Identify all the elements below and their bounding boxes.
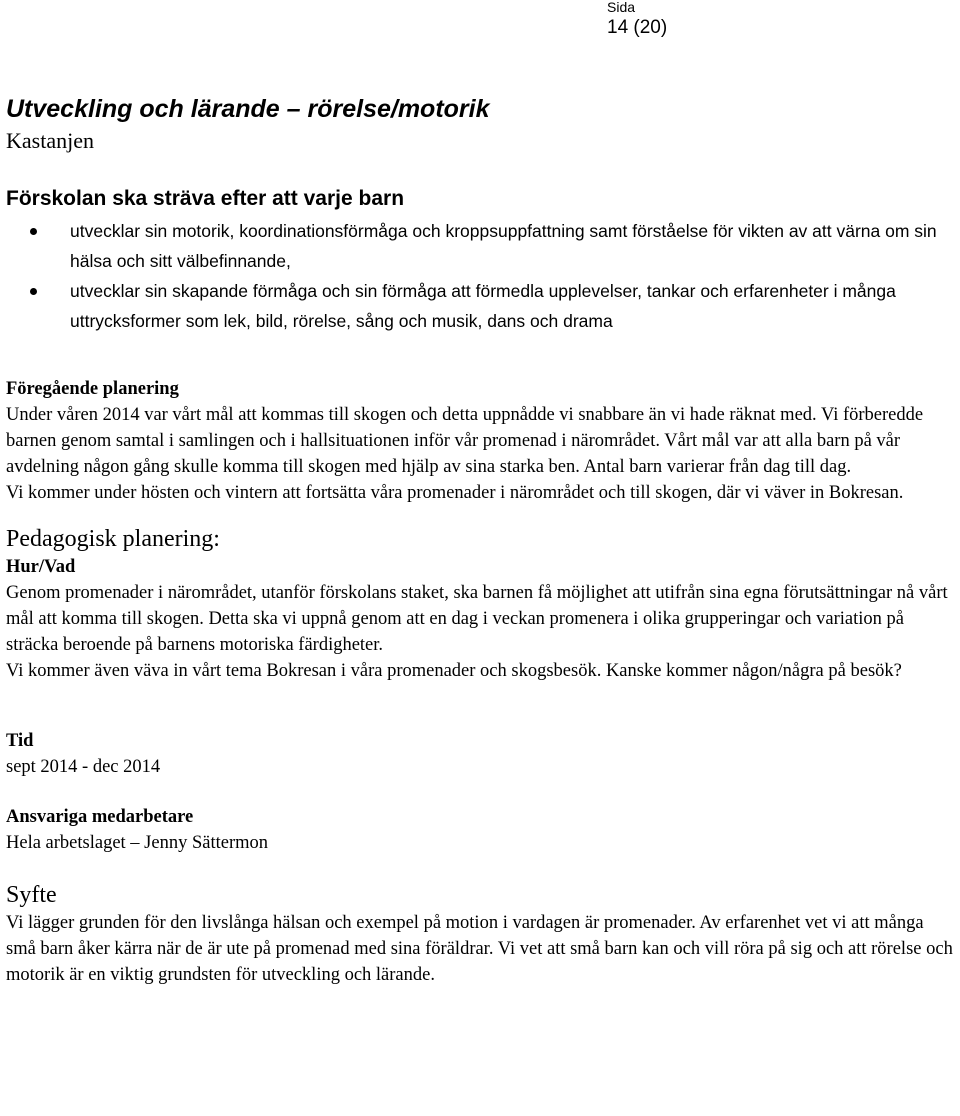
list-item [6,216,956,276]
page-label: Sida [607,0,636,15]
time-value: sept 2014 - dec 2014 [6,757,161,777]
goals-list [6,216,956,336]
purpose-paragraph: Vi lägger grunden för den livslånga hälsan och exempel på motion i vardagen är promenader. Av erfarenhet vet vi att många små barn åker kärra när de är ute på promenad med sina föräldrar. Vi vet att små barn kan och vill röra på sig och att rörelse och motorik är en viktig grundsten för utveckling och lärande. [6,913,953,985]
goal-text: utvecklar sin motorik, koordinationsförmåga och kroppsuppfattning samt förståelse för vikten av att värna om sin hälsa och sitt välbefinnande, [70,221,937,271]
goals-heading: Förskolan ska sträva efter att varje barn [6,187,405,210]
document-body [6,92,956,988]
pedagogical-paragraph: Vi kommer även väva in vårt tema Bokresan i våra promenader och skogsbesök. Kanske kommer någon/några på besök? [6,661,902,681]
previous-paragraph: Under våren 2014 var vårt mål att kommas till skogen och detta uppnådde vi snabbare än vi hade räknat med. Vi förberedde barnen genom samtal i samlingen och i hallsituationen inför vår promenad i närområdet. Vårt mål var att alla barn på vår avdelning någon gång skulle komma till skogen med hjälp av sina starka ben. Antal barn varierar från dag till dag. [6,405,924,477]
list-item [6,276,956,336]
responsible-value: Hela arbetslaget – Jenny Sättermon [6,833,268,853]
time-heading: Tid [6,731,34,751]
responsible-heading: Ansvariga medarbetare [6,807,194,827]
page-number: 14 (20) [607,17,668,38]
document-subtitle: Kastanjen [6,128,94,153]
page-header [607,0,667,37]
document-title: Utveckling och lärande – rörelse/motorik [6,95,490,123]
goal-text: utvecklar sin skapande förmåga och sin förmåga att förmedla upplevelser, tankar och erfarenheter i många uttrycksformer som lek, bild, rörelse, sång och musik, dans och drama [70,281,896,331]
purpose-heading: Syfte [6,882,57,908]
pedagogical-paragraph: Genom promenader i närområdet, utanför förskolans staket, ska barnen få möjlighet att utifrån sina egna förutsättningar nå vårt mål att komma till skogen. Detta ska vi uppnå genom att en dag i veckan promenera i olika grupperingar och variation på sträcka beroende på barnens motoriska färdigheter. [6,583,948,655]
how-what-heading: Hur/Vad [6,557,76,577]
pedagogical-heading: Pedagogisk planering: [6,526,220,552]
previous-paragraph: Vi kommer under hösten och vintern att fortsätta våra promenader i närområdet och till skogen, där vi väver in Bokresan. [6,483,904,503]
bullet-icon [30,288,37,295]
bullet-icon [30,228,37,235]
previous-planning-heading: Föregående planering [6,379,179,399]
